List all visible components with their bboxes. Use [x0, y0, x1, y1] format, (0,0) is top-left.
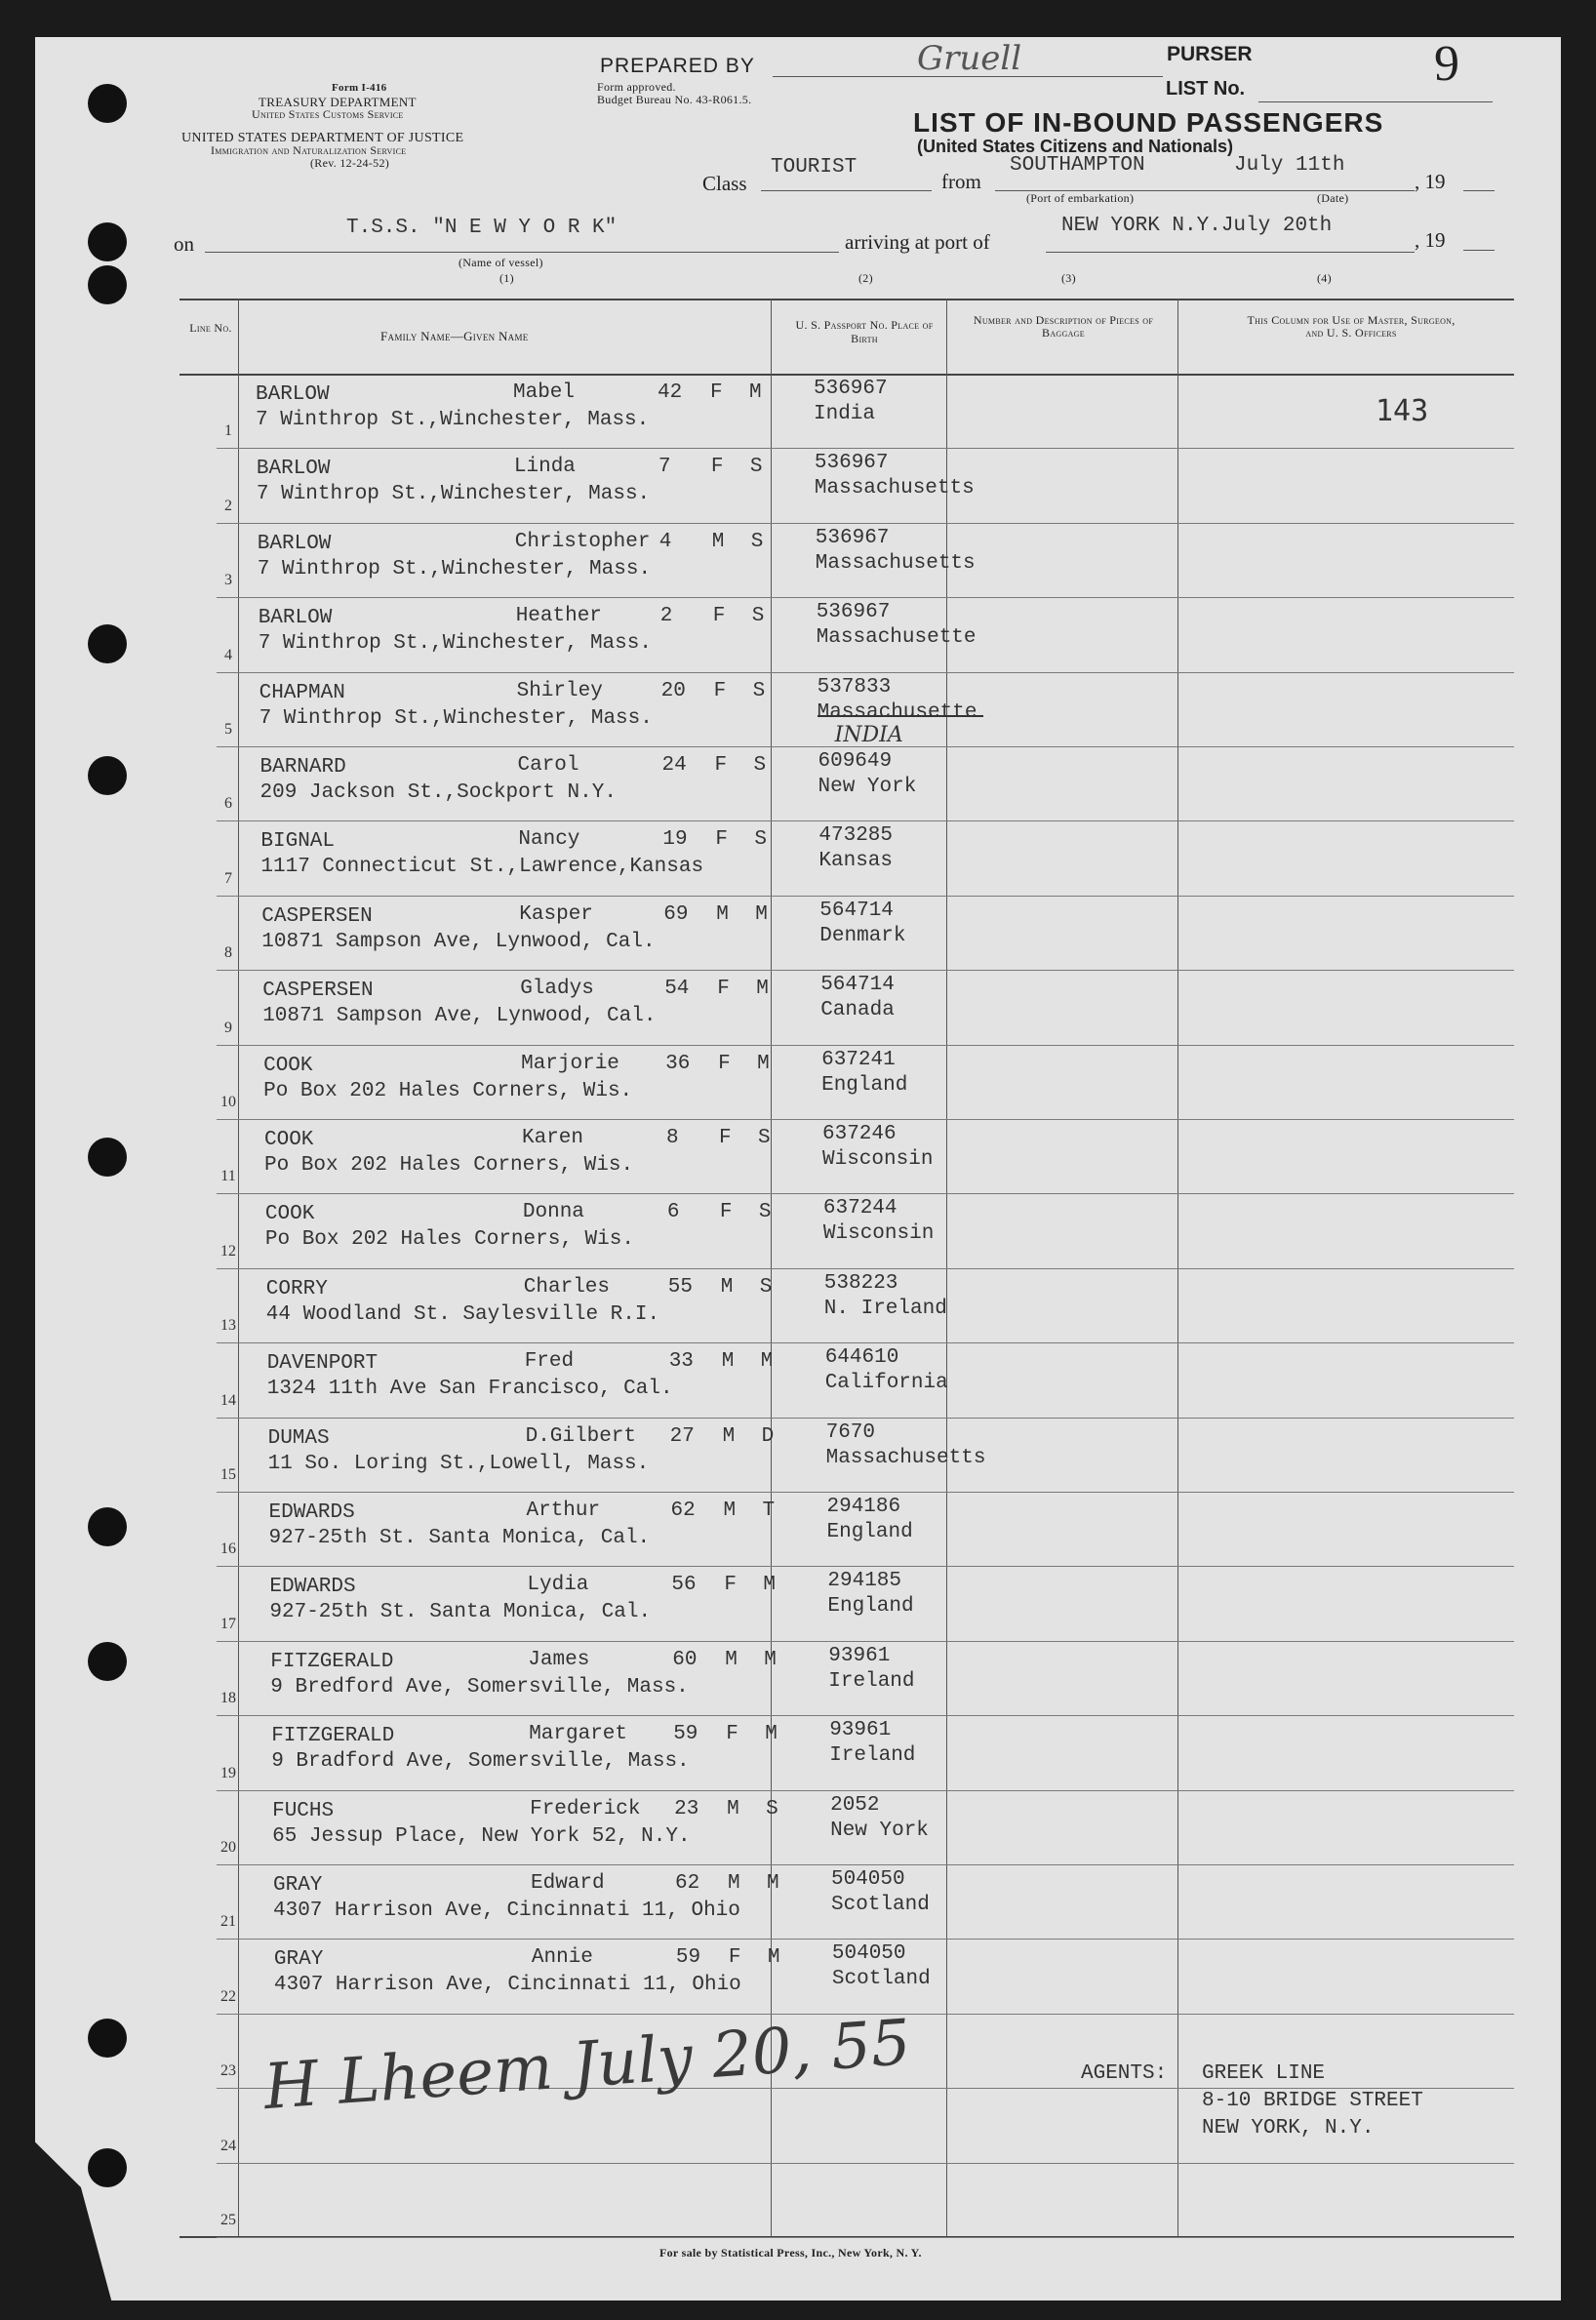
marital-status: S: [766, 1797, 778, 1820]
family-name: COOK: [264, 1203, 315, 1226]
row-divider: [217, 1342, 1514, 1343]
punch-hole: [88, 1642, 127, 1681]
line-number: 24: [220, 2137, 236, 2154]
given-name: Fred: [524, 1350, 575, 1374]
customs-service: United States Customs Service: [252, 107, 404, 121]
line-number: 18: [220, 1690, 236, 1707]
age: 62: [670, 1500, 696, 1522]
age: 33: [668, 1350, 694, 1374]
place-of-birth: Ireland: [828, 1669, 915, 1693]
col-caption-3: (3): [1061, 271, 1076, 285]
family-name: CORRY: [265, 1277, 328, 1300]
line-number: 3: [224, 572, 232, 589]
punch-hole: [88, 2019, 127, 2058]
marital-status: M: [756, 978, 769, 1001]
document-subtitle: (United States Citizens and Nationals): [917, 137, 1234, 156]
passport-number: 536967: [815, 526, 890, 549]
row-divider: [217, 1119, 1514, 1120]
sex: F: [724, 1574, 737, 1597]
header-line-no: Line No.: [189, 321, 232, 335]
place-of-birth: India: [814, 403, 876, 425]
age: 19: [662, 828, 688, 852]
sex: M: [722, 1424, 736, 1448]
departure-date: July 11th: [1234, 154, 1345, 177]
line-number: 4: [224, 646, 232, 663]
agents-line-2: 8-10 BRIDGE STREET: [1202, 2090, 1423, 2112]
passport-number: 538223: [823, 1271, 898, 1295]
given-name: Frederick: [530, 1797, 641, 1820]
class-value: TOURIST: [771, 156, 858, 179]
age: 24: [661, 754, 687, 777]
marital-status: S: [749, 456, 763, 479]
sex: M: [725, 1648, 738, 1671]
punch-hole: [88, 222, 127, 261]
age: 69: [663, 902, 689, 926]
place-of-birth: Wisconsin: [822, 1148, 934, 1171]
sex: F: [719, 1201, 733, 1224]
col-caption-2: (2): [858, 271, 873, 285]
place-of-birth: England: [827, 1595, 914, 1619]
row-divider: [217, 1864, 1514, 1865]
sex: F: [712, 605, 726, 628]
row-divider: [217, 2163, 1514, 2164]
given-name: Karen: [522, 1127, 584, 1149]
punch-hole: [88, 265, 127, 304]
marital-status: T: [762, 1500, 776, 1522]
place-of-birth: New York: [818, 776, 917, 798]
sex: M: [711, 530, 725, 553]
sex: F: [719, 1127, 732, 1149]
given-name: Heather: [515, 605, 602, 628]
list-no-label: LIST No.: [1166, 78, 1246, 100]
given-name: James: [528, 1648, 590, 1671]
handwritten-signature: H Lheem July 20, 55: [261, 2006, 913, 2125]
family-name: BARLOW: [258, 607, 333, 630]
sex: F: [713, 679, 727, 702]
place-of-birth: Wisconsin: [822, 1222, 935, 1246]
sex: F: [726, 1723, 738, 1746]
marital-status: D: [761, 1424, 775, 1448]
address: 9 Bradford Ave, Somersville, Mass.: [271, 1750, 690, 1774]
family-name: BIGNAL: [260, 830, 336, 854]
given-name: Edward: [531, 1872, 605, 1895]
line-number: 17: [220, 1615, 236, 1632]
address: 4307 Harrison Ave, Cincinnati 11, Ohio: [273, 1974, 741, 1997]
given-name: Charles: [523, 1275, 611, 1299]
passport-number: 93961: [829, 1719, 892, 1742]
line-number: 15: [220, 1466, 236, 1483]
place-of-birth: Canada: [820, 999, 895, 1022]
age: 60: [672, 1648, 698, 1671]
passport-number: 637244: [822, 1197, 898, 1220]
address: 927-25th St. Santa Monica, Cal.: [269, 1601, 652, 1624]
footer-printer: For sale by Statistical Press, Inc., New York, N. Y.: [659, 2246, 922, 2260]
date-caption: (Date): [1317, 191, 1349, 205]
given-name: Nancy: [518, 828, 580, 852]
marital-status: M: [763, 1574, 776, 1597]
year-19: , 19: [1415, 170, 1446, 193]
sex: M: [716, 902, 729, 926]
port-embark-caption: (Port of embarkation): [1026, 191, 1135, 205]
document-title: LIST OF IN-BOUND PASSENGERS: [913, 107, 1384, 138]
family-name: GRAY: [273, 1948, 324, 1972]
arriving-label: arriving at port of: [845, 230, 990, 254]
passport-number: 504050: [831, 1868, 905, 1891]
line-number: 21: [220, 1913, 236, 1931]
family-name: DAVENPORT: [266, 1352, 379, 1376]
line-number: 7: [224, 869, 232, 887]
address: 11 So. Loring St.,Lowell, Mass.: [267, 1452, 650, 1475]
passport-number: 564714: [819, 899, 894, 922]
family-name: BARLOW: [256, 458, 331, 481]
sex: M: [720, 1275, 734, 1299]
family-name: DUMAS: [267, 1426, 330, 1450]
place-of-birth: England: [826, 1521, 913, 1543]
family-name: COOK: [263, 1054, 313, 1077]
age: 59: [675, 1946, 701, 1970]
page-number: 9: [1434, 36, 1459, 92]
row-divider: [217, 970, 1514, 971]
given-name: Arthur: [526, 1500, 601, 1522]
punch-hole: [88, 2148, 127, 2187]
budget-bureau: Budget Bureau No. 43-R061.5.: [597, 93, 752, 106]
age: 8: [666, 1127, 679, 1149]
passport-number: 644610: [824, 1346, 899, 1370]
punch-hole: [88, 1507, 127, 1546]
line-number: 1: [224, 422, 232, 440]
agents-line-3: NEW YORK, N.Y.: [1202, 2117, 1375, 2140]
given-name: Annie: [531, 1946, 593, 1970]
marital-status: M: [765, 1723, 778, 1746]
family-name: GRAY: [273, 1874, 323, 1897]
row-divider: [217, 820, 1514, 821]
punch-hole: [88, 624, 127, 663]
line-number: 10: [220, 1094, 236, 1110]
line-number: 2: [224, 497, 232, 514]
family-name: EDWARDS: [269, 1576, 356, 1599]
arrival-port-date: NEW YORK N.Y.July 20th: [1061, 215, 1333, 237]
port-of-embarkation: SOUTHAMPTON: [1010, 154, 1145, 177]
line-number: 6: [224, 795, 232, 813]
marital-status: M: [764, 1648, 777, 1671]
age: 54: [664, 978, 690, 1001]
family-name: CHAPMAN: [259, 681, 345, 704]
officer-note: 143: [1376, 394, 1429, 428]
year-19-b: , 19: [1415, 228, 1446, 252]
line-number: 25: [220, 2212, 236, 2228]
age: 4: [658, 530, 672, 553]
passport-number: 2052: [830, 1793, 880, 1817]
passport-number: 294186: [826, 1496, 901, 1518]
treasury-dept: TREASURY DEPARTMENT: [259, 95, 417, 109]
row-divider: [217, 1715, 1514, 1716]
passport-number: 504050: [831, 1942, 906, 1966]
on-label: on: [174, 232, 194, 256]
family-name: EDWARDS: [268, 1501, 355, 1524]
agents-line-1: GREEK LINE: [1202, 2062, 1326, 2085]
address: 10871 Sampson Ave, Lynwood, Cal.: [262, 1005, 657, 1028]
age: 62: [675, 1872, 700, 1895]
address: 4307 Harrison Ave, Cincinnati 11, Ohio: [273, 1900, 740, 1922]
address: 44 Woodland St. Saylesville R.I.: [265, 1302, 660, 1326]
header-passport: U. S. Passport No. Place of Birth: [795, 318, 934, 345]
revision: (Rev. 12-24-52): [310, 156, 390, 170]
passport-number: 536967: [814, 378, 888, 400]
passport-number: 537833: [817, 675, 892, 699]
passport-number: 609649: [818, 750, 893, 773]
place-of-birth: Scotland: [831, 1968, 931, 1991]
age: 23: [674, 1797, 699, 1820]
sex: F: [728, 1946, 741, 1970]
family-name: FITZGERALD: [271, 1725, 395, 1748]
row-divider: [217, 896, 1514, 897]
row-divider: [217, 672, 1514, 673]
given-name: Mabel: [513, 381, 576, 404]
address: 7 Winthrop St.,Winchester, Mass.: [259, 706, 653, 730]
line-number: 16: [220, 1540, 236, 1558]
row-divider: [217, 523, 1514, 524]
sex: F: [714, 754, 728, 777]
given-name: Marjorie: [521, 1052, 619, 1075]
age: 55: [667, 1275, 694, 1299]
line-number: 20: [220, 1839, 236, 1856]
header-officers: This Column for Use of Master, Surgeon, and U. S. Officers: [1247, 313, 1456, 340]
address: 9 Bredford Ave, Somersville, Mass.: [270, 1675, 689, 1699]
sex: M: [727, 1797, 739, 1820]
sex: F: [715, 828, 728, 852]
line-number: 22: [220, 1987, 236, 2005]
given-name: Donna: [522, 1201, 584, 1224]
age: 2: [659, 605, 673, 628]
address: 1117 Connecticut St.,Lawrence,Kansas: [260, 856, 704, 879]
place-of-birth: Massachusetts: [825, 1446, 986, 1469]
line-number: 13: [220, 1317, 236, 1335]
marital-status: S: [758, 1201, 772, 1224]
given-name: Lydia: [527, 1574, 589, 1597]
marital-status: M: [757, 1052, 770, 1075]
marital-status: M: [755, 902, 768, 926]
from-label: from: [941, 170, 981, 193]
age: 42: [658, 381, 683, 404]
passport-number: 294185: [827, 1570, 902, 1593]
sex: M: [728, 1872, 740, 1895]
row-divider: [217, 1193, 1514, 1194]
address: Po Box 202 Hales Corners, Wis.: [264, 1228, 634, 1252]
family-name: FITZGERALD: [270, 1650, 394, 1673]
row-divider: [217, 1492, 1514, 1493]
address: 7 Winthrop St.,Winchester, Mass.: [257, 557, 652, 580]
sex: F: [717, 978, 730, 1001]
place-of-birth: Massachusette: [817, 700, 978, 724]
row-divider: [217, 448, 1514, 449]
given-name: Kasper: [519, 902, 593, 926]
row-divider: [217, 1268, 1514, 1269]
place-of-birth: Denmark: [819, 924, 906, 947]
class-label: Class: [702, 172, 747, 195]
place-of-birth: England: [821, 1073, 908, 1097]
row-divider: [217, 1566, 1514, 1567]
given-name: Margaret: [529, 1723, 628, 1746]
marital-status: S: [754, 828, 767, 852]
justice-dept: UNITED STATES DEPARTMENT OF JUSTICE: [181, 131, 464, 145]
address: 927-25th St. Santa Monica, Cal.: [268, 1527, 651, 1549]
line-number: 14: [220, 1391, 236, 1409]
marital-status: S: [758, 1127, 771, 1149]
age: 56: [671, 1574, 697, 1597]
line-number: 8: [224, 944, 232, 962]
marital-status: M: [767, 1946, 780, 1970]
family-name: CASPERSEN: [261, 904, 373, 928]
address: Po Box 202 Hales Corners, Wis.: [264, 1154, 634, 1177]
age: 7: [658, 456, 671, 479]
family-name: BARLOW: [257, 532, 332, 555]
punch-hole: [88, 84, 127, 123]
ins-service: Immigration and Naturalization Service: [211, 143, 407, 157]
birth-correction-note: INDIA: [834, 722, 903, 747]
place-of-birth: Kansas: [818, 850, 894, 873]
marital-status: S: [753, 754, 767, 777]
marital-status: M: [767, 1872, 779, 1895]
line-number: 12: [220, 1242, 236, 1260]
given-name: D.Gilbert: [525, 1424, 637, 1448]
row-divider: [217, 1418, 1514, 1419]
line-number: 11: [220, 1168, 236, 1185]
sex: F: [710, 456, 724, 479]
vessel-name: T.S.S. "N E W Y O R K": [346, 217, 618, 239]
sex: M: [721, 1350, 735, 1374]
family-name: FUCHS: [272, 1799, 335, 1822]
address: Po Box 202 Hales Corners, Wis.: [263, 1079, 633, 1102]
marital-status: M: [749, 381, 762, 404]
row-divider: [217, 2237, 1514, 2238]
marital-status: S: [759, 1275, 773, 1299]
prepared-by-label: PREPARED BY: [600, 55, 755, 77]
strikethrough-mark: [818, 715, 983, 717]
age: 59: [673, 1723, 698, 1746]
line-number: 9: [224, 1019, 232, 1036]
header-baggage: Number and Description of Pieces of Baggage: [973, 313, 1154, 340]
form-number: Form I-416: [332, 82, 387, 94]
passport-number: 473285: [818, 824, 894, 848]
prepared-by-signature: Gruell: [917, 39, 1022, 78]
passport-number: 637246: [822, 1123, 897, 1145]
place-of-birth: Ireland: [829, 1744, 916, 1768]
punch-hole: [88, 1138, 127, 1177]
sex: M: [723, 1500, 737, 1522]
header-name: Family Name—Given Name: [380, 329, 529, 343]
address: 7 Winthrop St.,Winchester, Mass.: [256, 409, 650, 431]
row-divider: [217, 1790, 1514, 1791]
address: 7 Winthrop St.,Winchester, Mass.: [258, 632, 652, 656]
sex: F: [710, 381, 723, 404]
purser-label: PURSER: [1167, 43, 1253, 65]
place-of-birth: Massachusette: [816, 626, 977, 650]
marital-status: S: [752, 679, 766, 702]
form-approved: Form approved.: [597, 80, 676, 94]
passport-number: 637241: [821, 1048, 896, 1071]
col-caption-1: (1): [499, 271, 514, 285]
line-number: 19: [220, 1764, 236, 1781]
family-name: COOK: [264, 1129, 314, 1151]
place-of-birth: Scotland: [831, 1894, 930, 1916]
passport-number: 93961: [828, 1644, 891, 1667]
passport-number: 7670: [825, 1420, 876, 1444]
place-of-birth: Massachusetts: [815, 551, 976, 575]
marital-status: S: [750, 530, 764, 553]
given-name: Christopher: [514, 530, 651, 553]
age: 27: [669, 1424, 695, 1448]
vessel-caption: (Name of vessel): [459, 256, 543, 269]
row-divider: [217, 1641, 1514, 1642]
marital-status: M: [760, 1350, 774, 1374]
line-number: 5: [224, 721, 232, 738]
line-number: 23: [220, 2062, 236, 2080]
age: 36: [665, 1052, 691, 1075]
given-name: Shirley: [516, 679, 603, 702]
address: 10871 Sampson Ave, Lynwood, Cal.: [261, 930, 656, 953]
address: 65 Jessup Place, New York 52, N.Y.: [272, 1824, 691, 1848]
place-of-birth: New York: [830, 1819, 929, 1842]
marital-status: S: [751, 605, 765, 628]
family-name: BARNARD: [259, 756, 346, 779]
given-name: Linda: [513, 456, 576, 479]
row-divider: [217, 1939, 1514, 1940]
row-divider: [217, 1045, 1514, 1046]
address: 209 Jackson St.,Sockport N.Y.: [259, 781, 617, 804]
col-caption-4: (4): [1317, 271, 1332, 285]
place-of-birth: Massachusetts: [814, 477, 975, 500]
family-name: CASPERSEN: [262, 980, 374, 1003]
agents-label: AGENTS:: [1081, 2062, 1168, 2085]
row-divider: [217, 597, 1514, 598]
given-name: Gladys: [520, 978, 594, 1001]
address: 7 Winthrop St.,Winchester, Mass.: [256, 483, 651, 506]
age: 20: [660, 679, 686, 702]
passport-number: 536967: [816, 601, 891, 624]
given-name: Carol: [517, 754, 579, 777]
age: 6: [666, 1201, 680, 1224]
family-name: BARLOW: [256, 383, 330, 406]
address: 1324 11th Ave San Francisco, Cal.: [266, 1378, 673, 1401]
passport-number: 536967: [814, 452, 889, 475]
punch-hole: [88, 756, 127, 795]
place-of-birth: California: [824, 1372, 948, 1395]
place-of-birth: N. Ireland: [823, 1297, 947, 1320]
passport-number: 564714: [820, 974, 895, 997]
sex: F: [718, 1052, 731, 1075]
